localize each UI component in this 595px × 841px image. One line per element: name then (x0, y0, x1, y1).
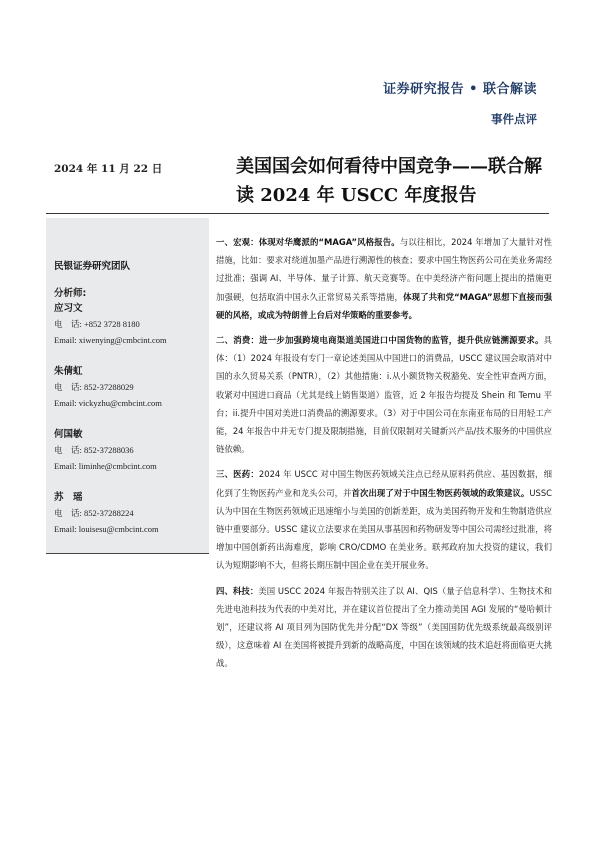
analyst-phone: 电 话: +852 3728 8180 (54, 319, 140, 329)
report-subtype: 事件点评 (491, 112, 537, 126)
paragraph-text: USSC 认为中国在生物医药领域正迅速缩小与美国的创新差距，成为美国药物开发和生物制造供应链中重要部分。USSC 建议立法要求在美国从事基因和药物研发等中国公司需经过批准，将增加中国创新药出海难度，影响 CRO/CDMO 在美业务。联邦政府加大投资的建议，我们认为短期影响不大，但将长期压制中国企业在美开展业务。 (216, 487, 553, 571)
paragraph-tech (216, 582, 552, 673)
analyst-name: 何国敏 (54, 429, 83, 440)
report-type: 证券研究报告 • 联合解读 (383, 82, 537, 97)
research-team-name: 民银证券研究团队 (54, 261, 131, 272)
analyst-email[interactable]: Email: vickyzhu@cmbcint.com (54, 398, 162, 408)
analyst-phone: 电 话: 852-37288224 (54, 508, 134, 518)
paragraph-heading: 一、宏观：体现对华鹰派的“MAGA”风格报告。 (216, 237, 400, 247)
paragraph-text: 与以往相比，2024 年增加了大量针对性措施，比如：要求对绕道加墨产品进行溯源性的核查；要求中国生物医药公司在美业务需经过批准；强调 AI、半导体、量子计算、航天竞赛等。在中美经济产衔问题上提出的措施更加强硬，包括取消中国永久正常贸易关系等措施， (216, 237, 552, 302)
paragraph-text: 具体：（1）2024 年报设有专门一章论述美国从中国进口的消费品，USCC 建议国会取消对中国的永久贸易关系（PNTR），（2）其他措施：i.从小额货物关税豁免、安全性审查两方面，收紧对中国进口商品（尤其是线上销售渠道）监管，近 2 年报告均提及 Shein 和 Temu 平台；ii.提升中国对美进口消费品的溯源要求。（3）对于中国公司在东南亚布局的日用轻工产能，24 年报告中并无专门提及限制措施，目前仅限制对关键新兴产品/技术服务的中国供应链依赖。 (216, 335, 552, 455)
sidebar-divider (46, 553, 209, 554)
analyst-email[interactable]: Email: xiwenying@cmbcint.com (54, 335, 167, 345)
paragraph-emphasis: 首次出现了对于中国生物医药领域的政策建议。 (351, 487, 530, 498)
paragraph-text: 美国 USCC 2024 年报告特别关注了以 AI、QIS（量子信息科学）、生物技术和先进电池科技为代表的中美对比，并在建议首位提出了全力推动美国 AGI 发展的“曼哈顿计划”，还建议将 AI 项目列为国防优先并分配“DX 等级”（美国国防优先级系统最高级别评级），这意味着 AI 在美国将被提升到新的战略高度，中国在该领域的技术追赶将面临更大挑战。 (216, 585, 552, 669)
analyst-header: 分析师: (54, 288, 87, 299)
analyst-name: 朱倩虹 (54, 366, 83, 377)
paragraph-consumption (216, 331, 552, 458)
analyst-email[interactable]: Email: louisesu@cmbcint.com (54, 524, 159, 534)
analyst-name: 苏 瑶 (54, 492, 83, 503)
paragraph-heading: 二、消费：进一步加强跨境电商渠道美国进口中国货物的监管，提升供应链溯源要求。 (216, 335, 544, 346)
header-divider (46, 213, 549, 214)
paragraph-emphasis: 体现了共和党“MAGA”思想下直接而强硬的风格，或成为特朗普上台后对华策略的重要参考。 (216, 291, 553, 320)
paragraph-pharma (216, 465, 552, 574)
paragraph-heading: 四、科技： (216, 585, 259, 596)
report-title: 美国国会如何看待中国竞争——联合解读 2024 年 USCC 年度报告 (236, 156, 542, 206)
analyst-email[interactable]: Email: liminhe@cmbcint.com (54, 461, 157, 471)
report-body (216, 233, 552, 680)
report-date: 2024 年 11 月 22 日 (54, 163, 163, 175)
analyst-phone: 电 话: 852-37288029 (54, 382, 134, 392)
paragraph-text: 2024 年 USCC 对中国生物医药领域关注点已经从原料药供应、基因数据，细化到了生物医药产业和龙头公司，并 (216, 469, 552, 498)
analyst-name: 应习文 (54, 303, 83, 314)
analyst-phone: 电 话: 852-37288036 (54, 445, 134, 455)
paragraph-heading: 三、医药： (216, 469, 259, 480)
paragraph-macro (216, 233, 552, 324)
